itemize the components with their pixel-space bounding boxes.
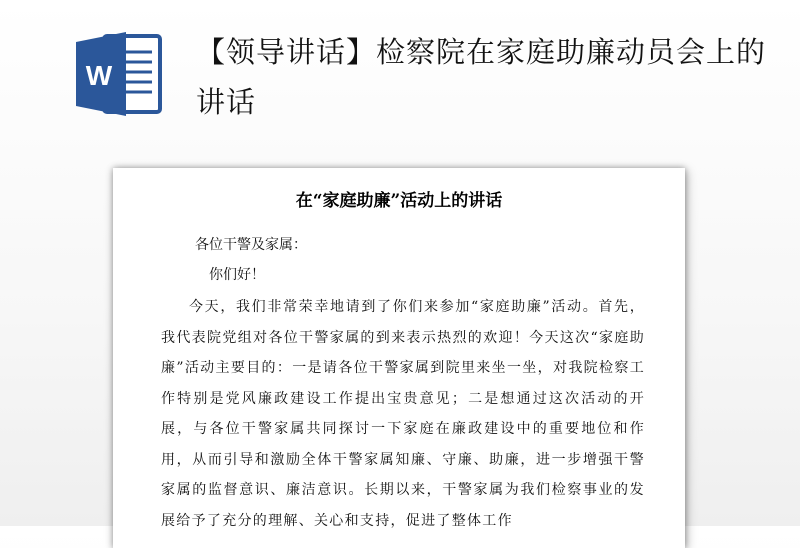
header bbox=[0, 0, 800, 150]
page-title: 【领导讲话】检察院在家庭助廉动员会上的讲话 bbox=[196, 35, 767, 119]
word-document-icon bbox=[74, 30, 164, 118]
salutation: 各位干警及家属： bbox=[195, 237, 307, 253]
document-page bbox=[113, 168, 685, 548]
logo-letter: W bbox=[85, 60, 113, 91]
greeting: 你们好！ bbox=[209, 267, 265, 283]
body-paragraph: 今天，我们非常荣幸地请到了你们来参加“家庭助廉”活动。首先，我代表院党组对各位干警家属的到来表示热烈的欢迎！今天这次“家庭助廉”活动主要目的：一是请各位干警家属到院里来坐一坐，对我院检察工作特别是党风廉政建设工作提出宝贵意见；二是想通过这次活动的开展，与各位干警家属共同探讨一下家庭在廉政建设中的重要地位和作用，从而引导和激励全体干警家属知廉、守廉、助廉，进一步增强干警家属的监督意识、廉洁意识。长期以来，干警家属为我们检察事业的发展给予了充分的理解、关心和支持，促进了整体工作 bbox=[161, 299, 645, 529]
document-title: 在“家庭助廉”活动上的讲话 bbox=[295, 191, 503, 211]
